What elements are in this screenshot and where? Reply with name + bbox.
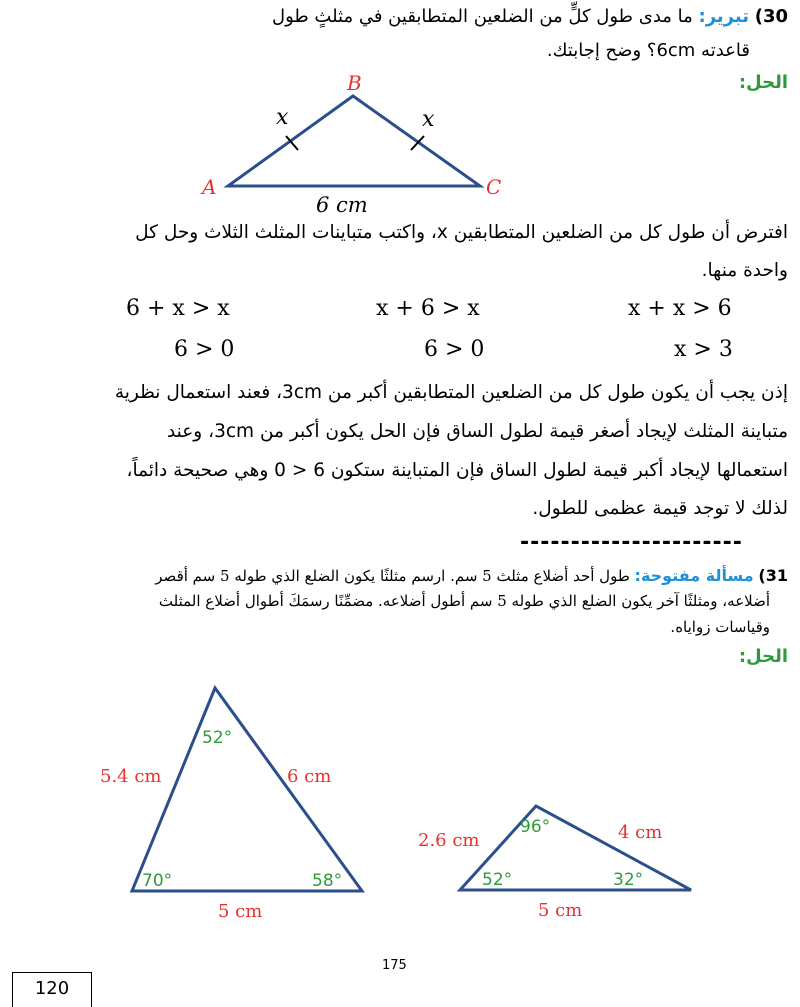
triangle-1-angle-left: 70°	[142, 871, 173, 891]
triangle-2-figure	[410, 800, 720, 930]
triangle-1-angle-top: 52°	[202, 728, 233, 748]
vertex-c-label: C	[486, 175, 502, 199]
vertex-a-label: A	[202, 175, 217, 199]
inequality-result-1: 6 > 0	[174, 337, 235, 362]
triangle-2-side-left: 2.6 cm	[418, 830, 480, 851]
triangle-abc	[228, 96, 480, 186]
q30-para1-line1: افترض أن طول كل من الضلعين المتطابقين x، واكتب متباينات المثلث الثلاث وحل كل	[135, 222, 788, 243]
q30-label: تبرير:	[698, 6, 749, 27]
q30-line1: ما مدى طول كلٍّ من الضلعين المتطابقين في مثلثٍ طول	[272, 6, 693, 27]
triangle-2-angle-left: 52°	[482, 870, 513, 890]
q31-solution-label: الحل:	[738, 646, 788, 667]
inequality-1: 6 + x > x	[126, 296, 230, 321]
section-divider: ----------------------	[520, 530, 743, 555]
page-number: 175	[382, 958, 407, 973]
q31-line1: طول أحد أضلاع مثلث 5 سم. ارسم مثلثًا يكون الضلع الذي طوله 5 سم أقصر	[155, 567, 630, 585]
triangle-1-figure	[80, 680, 380, 922]
base-label: 6 cm	[316, 193, 368, 217]
inequality-2: x + 6 > x	[376, 296, 480, 321]
q30-solution-label: الحل:	[738, 72, 788, 93]
q30-para2-line2: متباينة المثلث لإيجاد أصغر قيمة لطول الساق فإن الحل يكون أكبر من 3cm، وعند	[166, 421, 788, 442]
triangle-2-side-right: 4 cm	[618, 822, 663, 843]
q31-label: مسألة مفتوحة:	[634, 566, 754, 585]
page-box-number: 120	[12, 972, 92, 1007]
q31-line3: وقياسات زواياه.	[670, 618, 770, 636]
triangle-1-side-left: 5.4 cm	[100, 766, 162, 787]
triangle-1	[132, 688, 362, 891]
q30-para1-line2: واحدة منها.	[701, 260, 788, 281]
q30-number: 30)	[754, 6, 788, 27]
triangle-2-angle-right: 32°	[613, 870, 644, 890]
q30-para2-line1: إذن يجب أن يكون طول كل من الضلعين المتطابقين أكبر من 3cm، فعند استعمال نظرية	[114, 382, 788, 403]
q31-prompt	[20, 566, 788, 585]
triangle-2-angle-top: 96°	[520, 817, 551, 837]
side-label-left: x	[276, 105, 289, 130]
inequality-3: x + x > 6	[628, 296, 732, 321]
inequality-result-2: 6 > 0	[424, 337, 485, 362]
isosceles-triangle-figure	[190, 70, 530, 220]
q30-line2: قاعدته 6cm؟ وضح إجابتك.	[546, 40, 750, 61]
triangle-1-side-right: 6 cm	[287, 766, 332, 787]
q30-prompt	[30, 6, 788, 27]
q30-para2-line3: استعمالها لإيجاد أكبر قيمة لطول الساق فإن المتباينة ستكون 6 < 0 وهي صحيحة دائماً،	[126, 460, 788, 481]
side-label-right: x	[422, 107, 435, 132]
triangle-1-base: 5 cm	[218, 901, 263, 922]
vertex-b-label: B	[347, 71, 362, 95]
q31-number: 31)	[758, 566, 788, 585]
q31-line2: أضلاعه، ومثلثًا آخر يكون الضلع الذي طوله 5 سم أطول أضلاعه. مضمِّنًا رسمَكَ أطوال أضلاع المثلث	[158, 592, 770, 610]
triangle-2-base: 5 cm	[538, 900, 583, 921]
triangle-1-angle-right: 58°	[312, 871, 343, 891]
inequality-result-3: x > 3	[674, 337, 733, 362]
q30-para2-line4: لذلك لا توجد قيمة عظمى للطول.	[532, 498, 788, 519]
